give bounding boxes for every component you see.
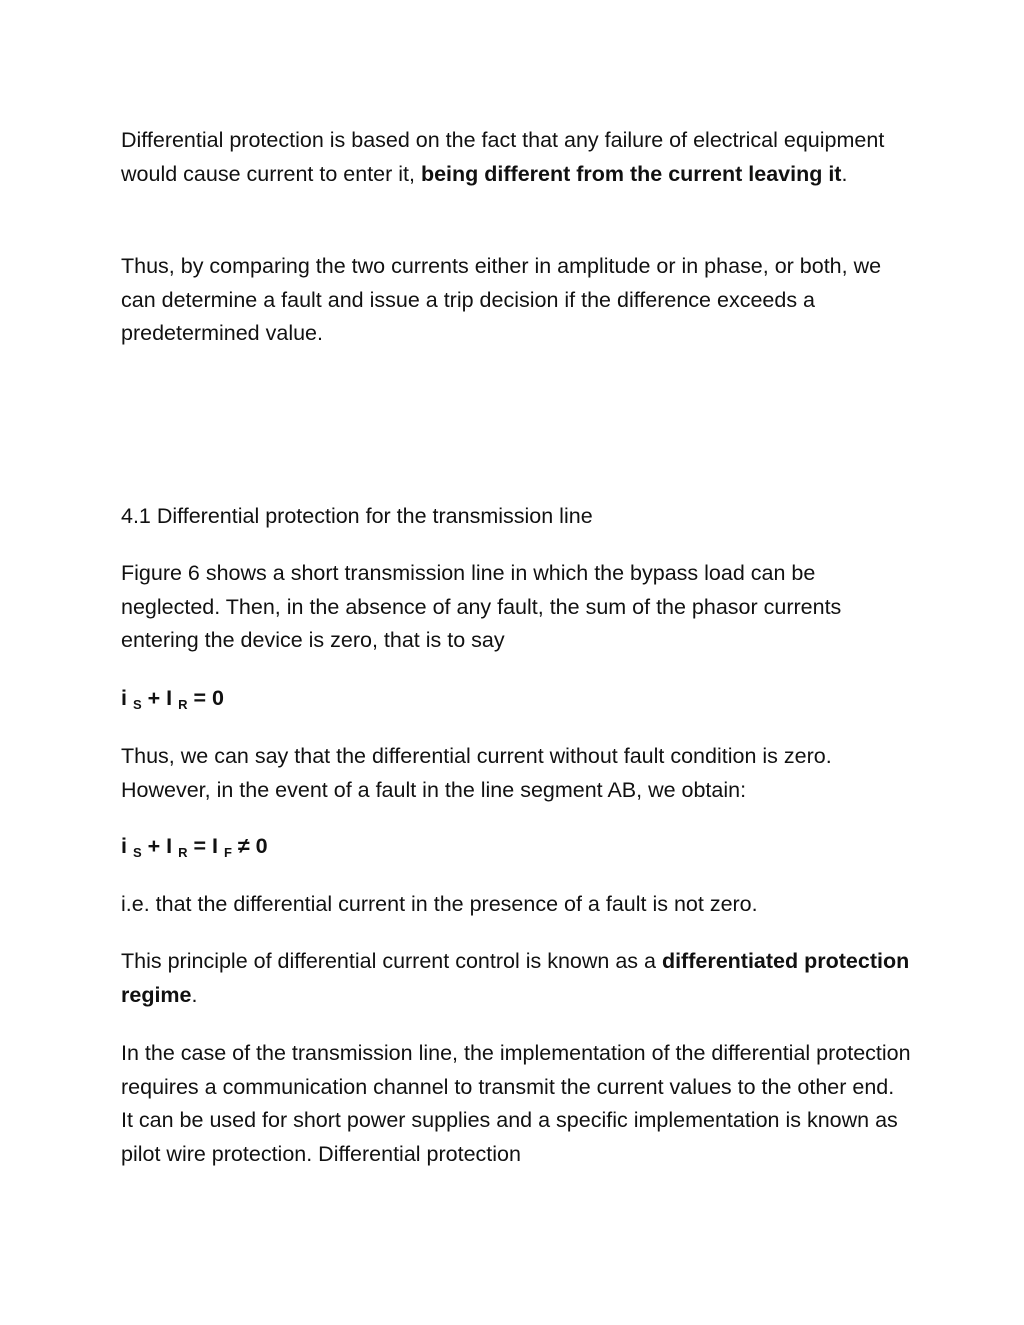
paragraph-intro-end: .	[841, 161, 848, 186]
eq1-sub-r: R	[178, 697, 188, 712]
paragraph-principle-bold: differentiated protection regime	[121, 949, 910, 1007]
eq1-sub-s: S	[132, 697, 142, 712]
eq2-sub-s: S	[132, 845, 142, 860]
eq1-term-plus-i: + I	[141, 686, 173, 710]
eq1-term-equals: = 0	[187, 686, 224, 710]
paragraph-principle-text: This principle of differential current control is known as a	[121, 949, 662, 973]
paragraph-implementation: In the case of the transmission line, the implementation of the differential protection requires a communication channel to transmit the current values to the other end. It can be used for short power supplies and a specific implementation is known as pilot wire protection. Differential protection	[121, 1041, 911, 1166]
eq2-term-not-equal: ≠ 0	[231, 834, 268, 858]
eq2-term-plus-i: + I	[141, 834, 173, 858]
equation-fault	[121, 830, 268, 866]
eq2-sub-f: F	[223, 845, 232, 860]
eq2-term-i: i	[121, 834, 127, 858]
paragraph-not-zero: i.e. that the differential current in the presence of a fault is not zero.	[121, 892, 758, 916]
equation-no-fault	[121, 682, 224, 718]
paragraph-intro-bold: being different from the current leaving it	[420, 161, 842, 186]
eq2-term-equals-i: = I	[187, 834, 218, 858]
paragraph-figure-description: Figure 6 shows a short transmission line in which the bypass load can be neglected. Then, in the absence of any fault, the sum of the phasor currents entering the device is zero, that is to say	[121, 561, 842, 653]
section-heading: 4.1 Differential protection for the transmission line	[121, 504, 593, 528]
paragraph-principle-end: .	[191, 982, 198, 1007]
paragraph-intro	[121, 124, 911, 191]
paragraph-comparison: Thus, by comparing the two currents either in amplitude or in phase, or both, we can determine a fault and issue a trip decision if the difference exceeds a predetermined value.	[121, 254, 882, 346]
paragraph-intro-text: Differential protection is based on the fact that any failure of electrical equipment would cause current to enter it,	[121, 128, 885, 186]
paragraph-differential-current: Thus, we can say that the differential current without fault condition is zero. However, in the event of a fault in the line segment AB, we obtain:	[121, 744, 832, 802]
eq2-sub-r: R	[178, 845, 188, 860]
eq1-term-i: i	[121, 686, 127, 710]
paragraph-principle	[121, 945, 911, 1012]
